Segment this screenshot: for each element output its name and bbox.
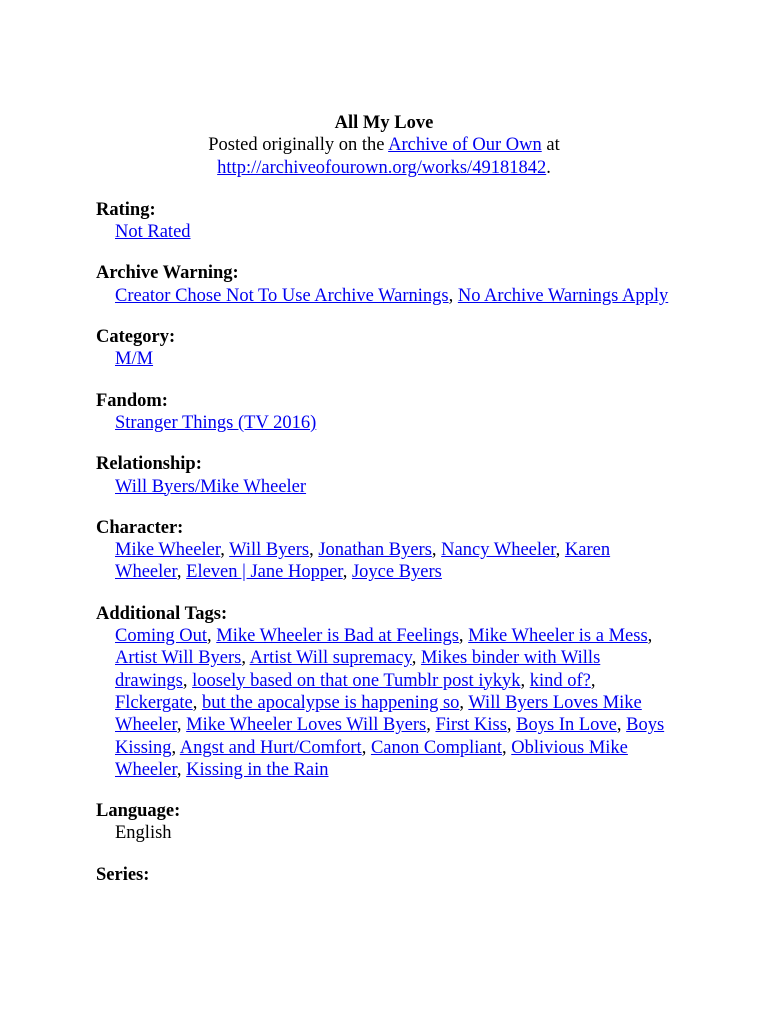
category-label: Category:	[96, 327, 176, 348]
rating-group	[96, 199, 672, 244]
posted-line	[96, 134, 672, 156]
rating-tag-link[interactable]: Not Rated	[115, 222, 191, 243]
list-separator: ,	[459, 692, 469, 713]
list-separator: ,	[426, 715, 436, 736]
category-group	[96, 326, 672, 371]
additional-tag-link[interactable]: kind of?	[529, 670, 591, 691]
warning-group	[96, 262, 672, 307]
work-page	[96, 112, 672, 905]
character-tag-link[interactable]: Joyce Byers	[351, 562, 442, 583]
relationship-tag-link[interactable]: Will Byers/Mike Wheeler	[115, 476, 307, 497]
list-separator: ,	[220, 540, 230, 561]
tags-group	[96, 603, 672, 781]
additional-tag-link[interactable]: Boys Kissing	[115, 715, 665, 758]
archive-link[interactable]: Archive of Our Own	[388, 135, 542, 156]
list-separator: ,	[171, 737, 180, 758]
list-separator: ,	[411, 648, 421, 669]
additional-tag-link[interactable]: Mike Wheeler is a Mess	[468, 626, 648, 647]
character-tag-link[interactable]: Eleven | Jane Hopper	[186, 562, 343, 583]
character-tag-link[interactable]: Will Byers	[229, 540, 310, 561]
warning-label: Archive Warning:	[96, 263, 239, 284]
additional-tag-link[interactable]: Mike Wheeler Loves Will Byers	[186, 715, 427, 736]
list-separator: ,	[431, 540, 442, 561]
fandom-label: Fandom:	[96, 390, 168, 411]
additional-tag-link[interactable]: Canon Compliant	[370, 737, 502, 758]
character-tag-link[interactable]: Jonathan Byers	[318, 540, 432, 561]
list-separator: ,	[501, 737, 512, 758]
fandom-value	[96, 412, 672, 434]
list-separator: ,	[176, 759, 187, 780]
character-label: Character:	[96, 517, 184, 538]
relationship-value	[96, 476, 672, 498]
language-group	[96, 800, 672, 845]
list-separator: ,	[506, 715, 517, 736]
category-value	[96, 348, 672, 370]
url-line	[96, 157, 672, 179]
category-tag-link[interactable]: M/M	[115, 349, 154, 370]
list-separator: ,	[361, 737, 371, 758]
list-separator: ,	[192, 692, 202, 713]
warning-tag-link[interactable]: Creator Chose Not To Use Archive Warnings	[115, 285, 449, 306]
work-url-link[interactable]: http://archiveofourown.org/works/49181842	[217, 157, 547, 178]
list-separator: ,	[555, 540, 565, 561]
list-separator: ,	[207, 626, 217, 647]
additional-tag-link[interactable]: Mikes binder with Wills drawings	[115, 648, 601, 691]
additional-tag-link[interactable]: Boys In Love	[516, 715, 617, 736]
list-separator: ,	[616, 715, 627, 736]
work-title: All My Love	[334, 113, 434, 133]
warning-tag-link[interactable]: No Archive Warnings Apply	[457, 285, 669, 306]
list-separator: ,	[448, 285, 458, 306]
warning-value	[96, 285, 672, 307]
tags-value	[96, 625, 672, 781]
additional-tag-link[interactable]: Angst and Hurt/Comfort	[179, 737, 362, 758]
tags-label: Additional Tags:	[96, 603, 228, 624]
character-tag-link[interactable]: Karen Wheeler	[115, 540, 611, 583]
relationship-group	[96, 453, 672, 498]
language-label: Language:	[96, 801, 181, 822]
series-group	[96, 864, 672, 886]
list-separator: ,	[182, 670, 193, 691]
character-value	[96, 539, 672, 584]
additional-tag-link[interactable]: loosely based on that one Tumblr post iykyk	[192, 670, 521, 691]
additional-tag-link[interactable]: Mike Wheeler is Bad at Feelings	[216, 626, 459, 647]
additional-tag-link[interactable]: Artist Will Byers	[115, 648, 242, 669]
character-group	[96, 517, 672, 584]
additional-tag-link[interactable]: Oblivious Mike Wheeler	[115, 737, 628, 780]
additional-tag-link[interactable]: Artist Will supremacy	[249, 648, 412, 669]
relationship-label: Relationship:	[96, 454, 202, 475]
rating-value	[96, 221, 672, 243]
posted-prefix: Posted originally on the	[208, 135, 389, 156]
character-tag-link[interactable]: Mike Wheeler	[115, 540, 221, 561]
additional-tag-link[interactable]: Will Byers Loves Mike Wheeler	[115, 692, 642, 736]
list-separator: ,	[176, 562, 187, 583]
posted-at: at	[541, 135, 560, 156]
list-separator: ,	[590, 670, 596, 691]
fandom-tag-link[interactable]: Stranger Things (TV 2016)	[115, 412, 317, 433]
work-header	[96, 112, 672, 179]
list-separator: ,	[458, 626, 469, 647]
list-separator: ,	[309, 540, 319, 561]
additional-tag-link[interactable]: Kissing in the Rain	[186, 759, 329, 780]
additional-tag-link[interactable]: Flckergate	[115, 692, 193, 713]
fandom-group	[96, 390, 672, 435]
list-separator: ,	[520, 670, 530, 691]
character-tag-link[interactable]: Nancy Wheeler	[441, 540, 556, 561]
additional-tag-link[interactable]: Coming Out	[115, 626, 207, 647]
url-suffix: .	[546, 157, 551, 178]
list-separator: ,	[176, 715, 187, 736]
list-separator: ,	[342, 562, 352, 583]
additional-tag-link[interactable]: but the apocalypse is happening so	[202, 692, 460, 713]
series-label: Series:	[96, 864, 150, 885]
additional-tag-link[interactable]: First Kiss	[435, 715, 507, 736]
list-separator: ,	[241, 648, 250, 669]
list-separator: ,	[647, 626, 653, 647]
language-value: English	[115, 823, 172, 844]
rating-label: Rating:	[96, 199, 156, 220]
